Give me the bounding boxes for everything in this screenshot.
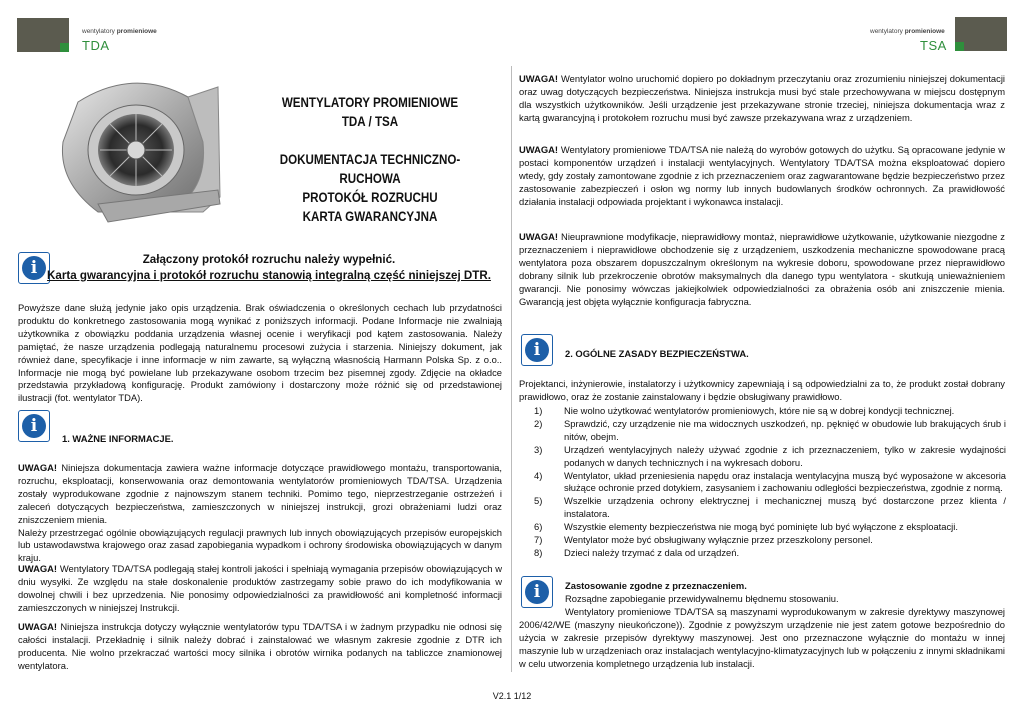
usage-line: Rozsądne zapobieganie przewidywalnemu błędnemu stosowaniu. <box>565 593 839 604</box>
section1-paragraph: UWAGA! Niniejsza dokumentacja zawiera ważne informacje dotyczące prawidłowego montażu, transportowania, rozruchu, eksploatacji, konserwowania oraz demontowania wentylatorów promieniowych TDA/TSA. Urządzenia zostały wyprodukowane zgodnie z najnowszym stanem techniki. Pomimo tego, nieprzestrzeganie ostrzeżeń i zaleceń dotyczących bezpieczeństwa, zamieszczonych w niniejszej instrukcji, grozi obrażeniami ludzi oraz zniszczeniem mienia. Należy przestrzegać ogólnie obowiązujących regulacji prawnych lub innych obowiązujących przepisów europejskich lub ustawodawstwa krajowego oraz zasad zapobiegania wypadkom i ochrony środowiska obowiązujących w danym kraju. <box>18 462 502 564</box>
usage-paragraph: Wentylatory promieniowe TDA/TSA są maszynami wyprodukowanym w zakresie dyrektywy maszynowej 2006/42/WE (maszyny nieukończone)). Zgodnie z powyższym urządzenie nie jest zatem gotowe bezpośrednio do użycia w zakresie przepisów dyrektywy maszynowej. Jest ono przeznaczone wyłącznie do montażu w innej maszynie lub w urządzeniach oraz instalacjach wentylacyjno-klimatyzacyjnych lub w połączeniu z innymi składnikami w celu utworzenia kompletnego urządzenia lub instalacji. <box>519 606 1005 669</box>
usage-heading: Zastosowanie zgodne z przeznaczeniem. <box>565 580 747 591</box>
section-heading: 1. WAŻNE INFORMACJE. <box>62 433 174 444</box>
protocol-notice: Załączony protokół rozruchu należy wypełnić. Karta gwarancyjna i protokół rozruchu stanowią integralną część niniejszej DTR. <box>47 253 491 282</box>
list-item: 5) Wszelkie urządzenia ochrony elektrycznej i mechanicznej muszą być dostarczone przez klienta / instalatora. <box>534 495 1006 520</box>
info-icon: i <box>521 576 553 608</box>
warning-paragraph: UWAGA! Wentylator wolno uruchomić dopiero po dokładnym przeczytaniu oraz zrozumieniu niniejszej dokumentacji oraz uwag dotyczących bezpieczeństwa. Niniejsza instrukcja musi być stale przechowywana w miejscu dostępnym dla wszystkich użytkowników. Jeśli urządzenie jest przekazywane stronie trzeciej, niniejsza dokumentacja wraz z kartą gwarancyjną i protokołem rozruchu musi być zawsze przekazywana wraz z urządzeniem. <box>519 73 1005 123</box>
logo-right-accent <box>955 42 964 51</box>
centrifugal-fan-photo <box>38 72 224 230</box>
list-item: 8) Dzieci należy trzymać z dala od urządzeń. <box>534 546 740 558</box>
brand-right-code: TSA <box>920 38 947 53</box>
warning-paragraph: UWAGA! Wentylatory promieniowe TDA/TSA nie należą do wyrobów gotowych do użytku. Są opracowane jedynie w postaci komponentów urządzeń i instalacji wentylacyjnych. Wentylatory TDA/TSA można eksploatować dopiero wtedy, gdy zostały zamontowane zgodnie z ich przeznaczeniem oraz zagwarantowane będzie bezpieczeństwo przez zastosowanie zabezpieczeń i osłon wg normy lub innych budowlanych środków ochronnych. Za prawidłowość działania instalacji odpowiada projektant i wykonawca instalacji. <box>519 144 1005 207</box>
section1-paragraph: UWAGA! Niniejsza instrukcja dotyczy wyłącznie wentylatorów typu TDA/TSA i w żadnym przypadku nie odnosi się całości instalacji. Przekładnię i silnik należy dobrać i zainstalować we własnym zakresie zgodnie z DTR ich producenta. Nie wolno przekraczać wartości mocy silnika i obrotów wirnika podanych na tabliczce znamionowej wentylatora. <box>18 621 502 671</box>
list-item: 7) Wentylator może być obsługiwany wyłącznie przez przeszkolony personel. <box>534 534 873 546</box>
document-title: WENTYLATORY PROMIENIOWE TDA / TSA DOKUMENTACJA TECHNICZNO-RUCHOWA PROTOKÓŁ ROZRUCHU KARTA GWARANCYJNA <box>279 95 461 224</box>
column-divider <box>511 66 512 672</box>
page-number: V2.1 1/12 <box>492 691 532 701</box>
list-item: 4) Wentylator, układ przeniesienia napędu oraz instalacja wentylacyjna muszą być wyposażone w akcesoria służące ochronie przed dotykiem, zasysaniem i zachowaniu odległości bezpieczeństwa, zgodnie z normą. <box>534 469 1006 494</box>
section-heading: 2. OGÓLNE ZASADY BEZPIECZEŃSTWA. <box>565 348 749 359</box>
info-icon: i <box>18 410 50 442</box>
brand-right: wentylatory promieniowe <box>870 28 945 35</box>
intro-paragraph: Powyższe dane służą jedynie jako opis urządzenia. Brak oświadczenia o określonych cechach lub przydatności produktu do konkretnego zastosowania mogą wynikać z poniższych informacji. Podane Informacje nie zwalniają użytkownika z obowiązku poddania urządzenia własnej ocenie i weryfikacji pod kątem zastosowania. Należy pamiętać, że nasze urządzenia podlegają naturalnemu procesowi zużycia i starzenia. Niniejszy dokument, jak również dane, specyfikacje i inne informacje w nim zawarte, są wyłączną własnością Harmann Polska Sp. z o.o.. Informacje nie mogą być powielane lub przekazywane osobom trzecim bez pisemnej zgody. Zdjęcie na okładce przedstawia przykładową konfigurację. Produkt zamówiony i dostarczony może różnić się od przedstawionej ilustracji (fot. wentylator TDA). <box>18 302 502 404</box>
list-item: 1) Nie wolno użytkować wentylatorów promieniowych, które nie są w dobrej kondycji technicznej. <box>534 405 955 416</box>
safety-rules-list <box>534 405 1006 560</box>
info-icon: i <box>521 334 553 366</box>
list-item: 6) Wszystkie elementy bezpieczeństwa nie mogą być pominięte lub być wyłączone z eksploatacji. <box>534 521 958 533</box>
brand-left: wentylatory promieniowe <box>82 28 157 35</box>
list-item: 2) Sprawdzić, czy urządzenie nie ma widocznych uszkodzeń, np. pęknięć w obudowie lub brakujących śrub i nitów, obejm. <box>534 417 1006 442</box>
section2-intro: Projektanci, inżynierowie, instalatorzy i użytkownicy zapewniają i są odpowiedzialni za to, że produkt został dobrany prawidłowo, oraz że zostanie zainstalowany i będzie obsługiwany prawidłowo. <box>519 378 1005 402</box>
warning-paragraph: UWAGA! Nieuprawnione modyfikacje, nieprawidłowy montaż, nieprawidłowe użytkowanie, użytkowanie niezgodne z przeznaczeniem i nieprawidłowe obchodzenie się z urządzeniem, uszkodzenia mechaniczne spowodowane pracą wentylatora poza obszarem dopuszczalnym określonym na wykresie doboru, spowodowane przez nieprawidłowo dobrany silnik lub przekroczenie obrotów maksymalnych dla danego typu wentylatora - skutkują unieważnieniem gwarancji. Nie ponosimy wówczas jakiejkolwiek odpowiedzialności za obrażenia osób ani zniszczenie mienia. Gwarancją jest objęta wyłącznie konfiguracja fabryczna. <box>519 231 1005 307</box>
list-item: 3) Urządzeń wentylacyjnych należy używać zgodnie z ich przeznaczeniem, tylko w zakresie wydajności podanych w danych technicznych i na wykresach doboru. <box>534 443 1006 468</box>
brand-left-code: TDA <box>82 38 110 53</box>
section1-paragraph: UWAGA! Wentylatory TDA/TSA podlegają stałej kontroli jakości i spełniają wymagania przepisów obowiązujących w dniu wysyłki. Ze względu na stałe doskonalenie produktów zastrzegamy sobie prawo do ich modyfikowania w dowolnej chwili i bez uprzedzenia. Nie ponosimy odpowiedzialności za prawidłowość ani kompletność informacji zamieszczonych w niniejszej Instrukcji. <box>18 563 502 613</box>
info-icon: i <box>18 252 50 284</box>
logo-left-accent <box>60 43 69 52</box>
